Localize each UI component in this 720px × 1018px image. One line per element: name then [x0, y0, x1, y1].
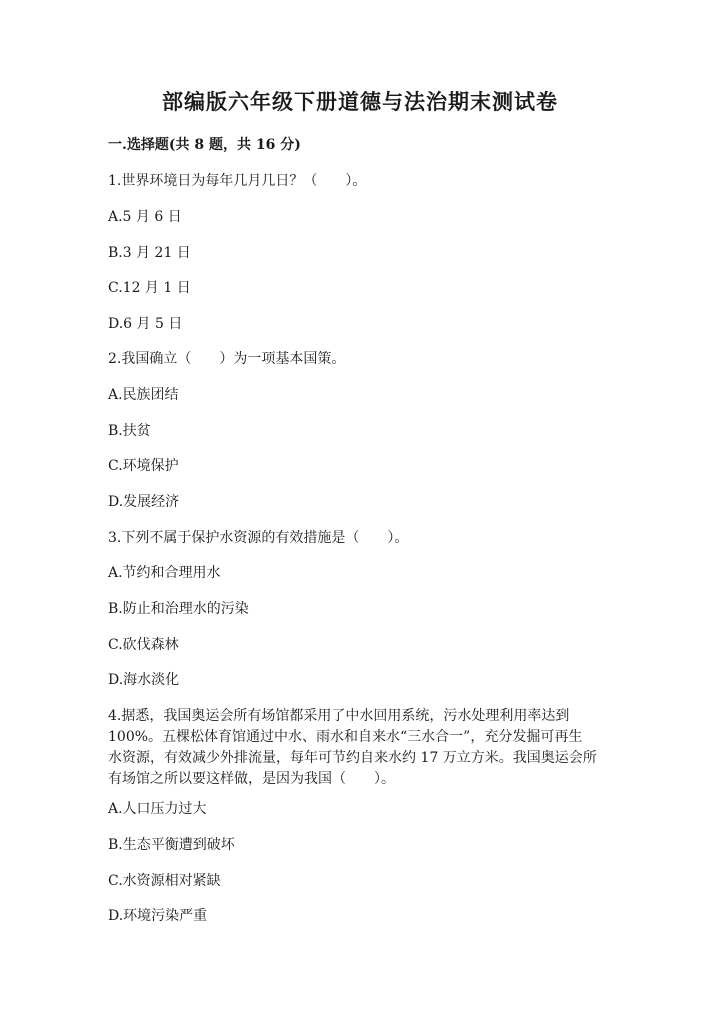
- question-2-option-d: D.发展经济: [108, 494, 180, 510]
- question-3-option-d: D.海水淡化: [108, 672, 180, 688]
- question-1-option-c: C.12 月 1 日: [108, 280, 191, 296]
- question-4-option-b: B.生态平衡遭到破坏: [108, 837, 235, 853]
- question-1-option-d: D.6 月 5 日: [108, 316, 183, 332]
- section-heading: 一.选择题(共 8 题，共 16 分): [108, 137, 301, 153]
- question-4-option-d: D.环境污染严重: [108, 908, 208, 924]
- question-2-option-a: A.民族团结: [108, 387, 179, 403]
- question-2-stem: 2.我国确立（ ）为一项基本国策。: [108, 351, 346, 367]
- question-2-option-c: C.环境保护: [108, 458, 179, 474]
- question-3-stem: 3.下列不属于保护水资源的有效措施是（ ）。: [108, 530, 409, 546]
- exam-title: 部编版六年级下册道德与法治期末测试卷: [162, 89, 558, 114]
- question-3-option-b: B.防止和治理水的污染: [108, 601, 249, 617]
- question-4-stem-line-3: 水资源，有效减少外排流量，每年可节约自来水约 17 万立方米。我国奥运会所: [108, 750, 597, 766]
- question-1-stem: 1.世界环境日为每年几月几日？（ ）。: [108, 173, 367, 189]
- question-4-option-c: C.水资源相对紧缺: [108, 873, 221, 889]
- question-1-option-a: A.5 月 6 日: [108, 209, 182, 225]
- question-3-option-a: A.节约和合理用水: [108, 565, 221, 581]
- question-4-option-a: A.人口压力过大: [108, 801, 207, 817]
- question-2-option-b: B.扶贫: [108, 423, 151, 439]
- question-4-stem-line-1: 4.据悉，我国奥运会所有场馆都采用了中水回用系统，污水处理利用率达到: [108, 708, 570, 724]
- question-1-option-b: B.3 月 21 日: [108, 245, 191, 261]
- question-4-stem-line-4: 有场馆之所以要这样做，是因为我国（ ）。: [108, 771, 395, 787]
- question-3-option-c: C.砍伐森林: [108, 637, 179, 653]
- question-4-stem-line-2: 100%。五棵松体育馆通过中水、雨水和自来水“三水合一”，充分发掘可再生: [108, 729, 583, 745]
